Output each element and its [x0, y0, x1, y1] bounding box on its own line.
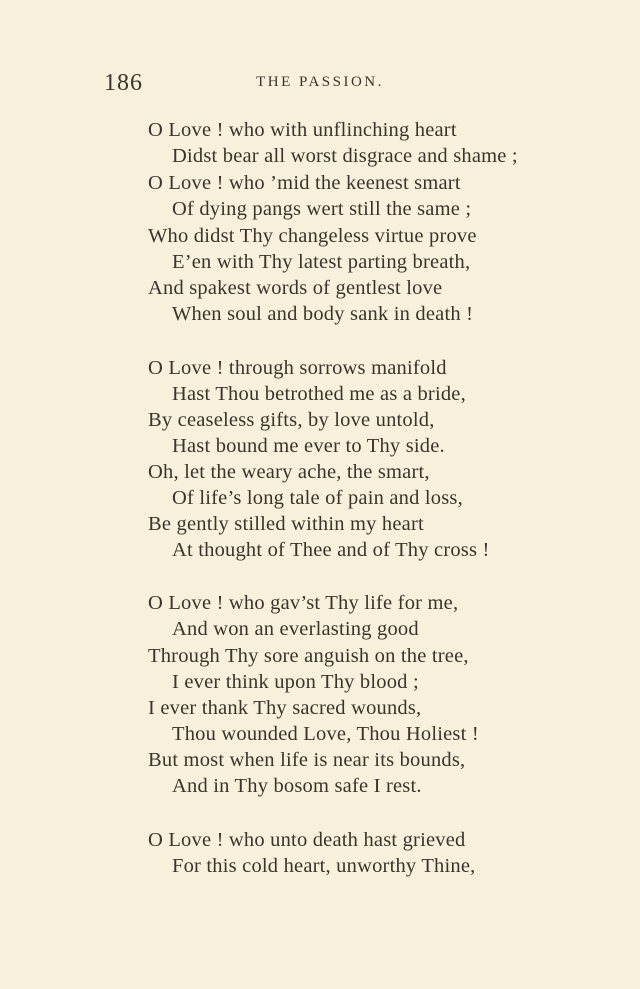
page-header [0, 70, 640, 96]
poem-line: And spakest words of gentlest love [148, 277, 443, 299]
poem-line: Be gently stilled within my heart [148, 513, 424, 535]
poem-line: Of life’s long tale of pain and loss, [172, 487, 463, 509]
poem-line: I ever think upon Thy blood ; [172, 671, 419, 693]
poem-line: When soul and body sank in death ! [172, 303, 474, 325]
poem-line: O Love ! who gav’st Thy life for me, [148, 592, 459, 614]
poem-line: Through Thy sore anguish on the tree, [148, 645, 469, 667]
poem-line: Didst bear all worst disgrace and shame ; [172, 145, 518, 167]
poem-line: But most when life is near its bounds, [148, 749, 466, 771]
poem-line: I ever thank Thy sacred wounds, [148, 697, 422, 719]
poem-line: O Love ! who unto death hast grieved [148, 829, 466, 851]
poem-line: Of dying pangs wert still the same ; [172, 198, 472, 220]
running-title: THE PASSION. [256, 74, 384, 90]
poem-line: Hast bound me ever to Thy side. [172, 435, 445, 457]
page-number: 186 [104, 70, 143, 96]
poem-line: O Love ! through sorrows manifold [148, 357, 447, 379]
poem-line: O Love ! who with unflinching heart [148, 119, 457, 141]
poem-line: Thou wounded Love, Thou Holiest ! [172, 723, 479, 745]
poem-line: O Love ! who ’mid the keenest smart [148, 172, 461, 194]
poem-line: For this cold heart, unworthy Thine, [172, 855, 476, 877]
poem-line: Who didst Thy changeless virtue prove [148, 225, 477, 247]
poem-line: At thought of Thee and of Thy cross ! [172, 539, 490, 561]
poem-line: And in Thy bosom safe I rest. [172, 775, 422, 797]
poem-line: Hast Thou betrothed me as a bride, [172, 383, 466, 405]
poem-line: Oh, let the weary ache, the smart, [148, 461, 430, 483]
poem-line: And won an everlasting good [172, 618, 419, 640]
poem-line: By ceaseless gifts, by love untold, [148, 409, 435, 431]
poem-line: E’en with Thy latest parting breath, [172, 251, 471, 273]
